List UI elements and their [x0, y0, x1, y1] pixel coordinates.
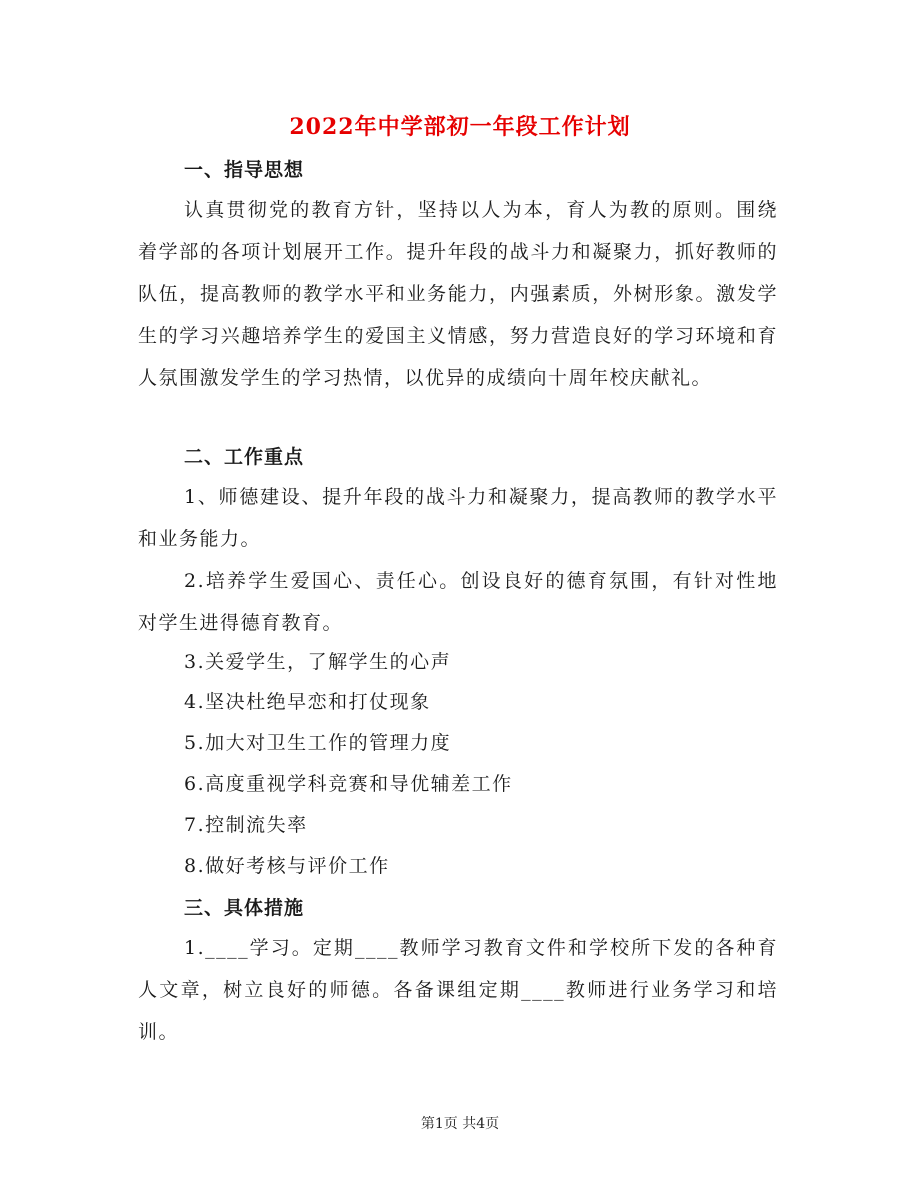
work-focus-item: 7.控制流失率 [184, 814, 308, 836]
page-number: 第1页 共4页 [420, 1116, 500, 1132]
measures-item: 1.____学习。定期____教师学习教育文件和学校所下发的各种育人文章，树立良好的师德。各备课组定期____教师进行业务学习和培训。 [138, 937, 778, 1043]
work-focus-item: 1、师德建设、提升年段的战斗力和凝聚力，提高教师的教学水平和业务能力。 [138, 486, 778, 550]
work-focus-item: 3.关爱学生，了解学生的心声 [184, 651, 452, 673]
section-heading-work-focus: 二、工作重点 [184, 446, 305, 468]
work-focus-item: 4.坚决杜绝早恋和打仗现象 [184, 691, 431, 713]
document-title: 2022年中学部初一年段工作计划 [289, 114, 631, 140]
section-paragraph-guiding-thought: 认真贯彻党的教育方针，坚持以人为本，育人为教的原则。围绕着学部的各项计划展开工作。提升年段的战斗力和凝聚力，抓好教师的队伍，提高教师的教学水平和业务能力，内强素质，外树形象。激发学生的学习兴趣培养学生的爱国主义情感，努力营造良好的学习环境和育人氛围激发学生的学习热情，以优异的成绩向十周年校庆献礼。 [138, 199, 778, 389]
work-focus-item: 2.培养学生爱国心、责任心。创设良好的德育氛围，有针对性地对学生进得德育教育。 [138, 570, 778, 634]
work-focus-item: 6.高度重视学科竞赛和导优辅差工作 [184, 773, 513, 795]
work-focus-item: 8.做好考核与评价工作 [184, 855, 390, 877]
section-heading-guiding-thought: 一、指导思想 [184, 159, 305, 181]
work-focus-item: 5.加大对卫生工作的管理力度 [184, 732, 452, 754]
section-heading-measures: 三、具体措施 [184, 897, 305, 919]
